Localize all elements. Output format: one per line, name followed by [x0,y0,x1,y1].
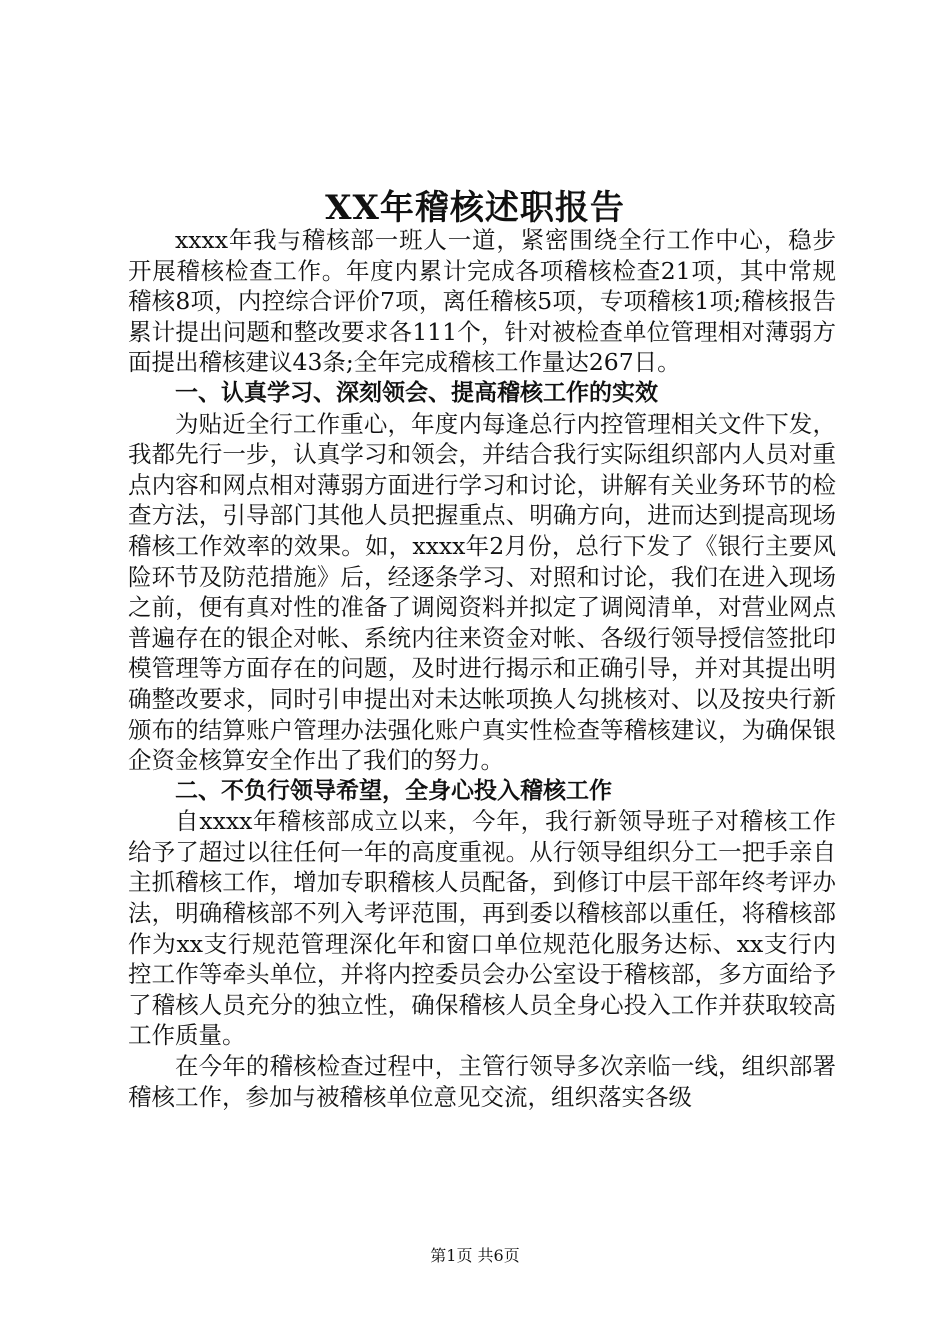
section-heading: 一、认真学习、深刻领会、提高稽核工作的实效 [175,379,658,406]
document-title: XX年稽核述职报告 [325,188,625,228]
document-body [128,225,836,1112]
body-paragraph: 自xxxx年稽核部成立以来，今年，我行新领导班子对稽核工作给予了超过以往任何一年的高度重视。从行领导组织分工一把手亲自主抓稽核工作，增加专职稽核人员配备，到修订中层干部年终考评办法，明确稽核部不列入考评范围，再到委以稽核部以重任，将稽核部作为xx支行规范管理深化年和窗口单位规范化服务达标、xx支行内控工作等牵头单位，并将内控委员会办公室设于稽核部，多方面给予了稽核人员充分的独立性，确保稽核人员全身心投入工作并获取较高工作质量。 [128,807,836,1050]
section-heading: 二、不负行领导希望，全身心投入稽核工作 [175,777,612,804]
page-footer: 第1页 共6页 [430,1246,520,1265]
body-paragraph: 在今年的稽核检查过程中，主管行领导多次亲临一线，组织部署稽核工作，参加与被稽核单位意见交流，组织落实各级 [128,1052,836,1111]
body-paragraph: 为贴近全行工作重心，年度内每逢总行内控管理相关文件下发，我都先行一步，认真学习和领会，并结合我行实际组织部内人员对重点内容和网点相对薄弱方面进行学习和讨论，讲解有关业务环节的检查方法，引导部门其他人员把握重点、明确方向，进而达到提高现场稽核工作效率的效果。如，xxxx年2月份，总行下发了《银行主要风险环节及防范措施》后，经逐条学习、对照和讨论，我们在进入现场之前，便有真对性的准备了调阅资料并拟定了调阅清单，对营业网点普遍存在的银企对帐、系统内往来资金对帐、各级行领导授信签批印模管理等方面存在的问题，及时进行揭示和正确引导，并对其提出明确整改要求，同时引申提出对未达帐项换人勾挑核对、以及按央行新颁布的结算账户管理办法强化账户真实性检查等稽核建议，为确保银企资金核算安全作出了我们的努力。 [128,409,836,775]
body-paragraph: xxxx年我与稽核部一班人一道，紧密围绕全行工作中心，稳步开展稽核检查工作。年度内累计完成各项稽核检查21项，其中常规稽核8项，内控综合评价7项，离任稽核5项，专项稽核1项;稽核报告累计提出问题和整改要求各111个，针对被检查单位管理相对薄弱方面提出稽核建议43条;全年完成稽核工作量达267日。 [128,226,836,377]
